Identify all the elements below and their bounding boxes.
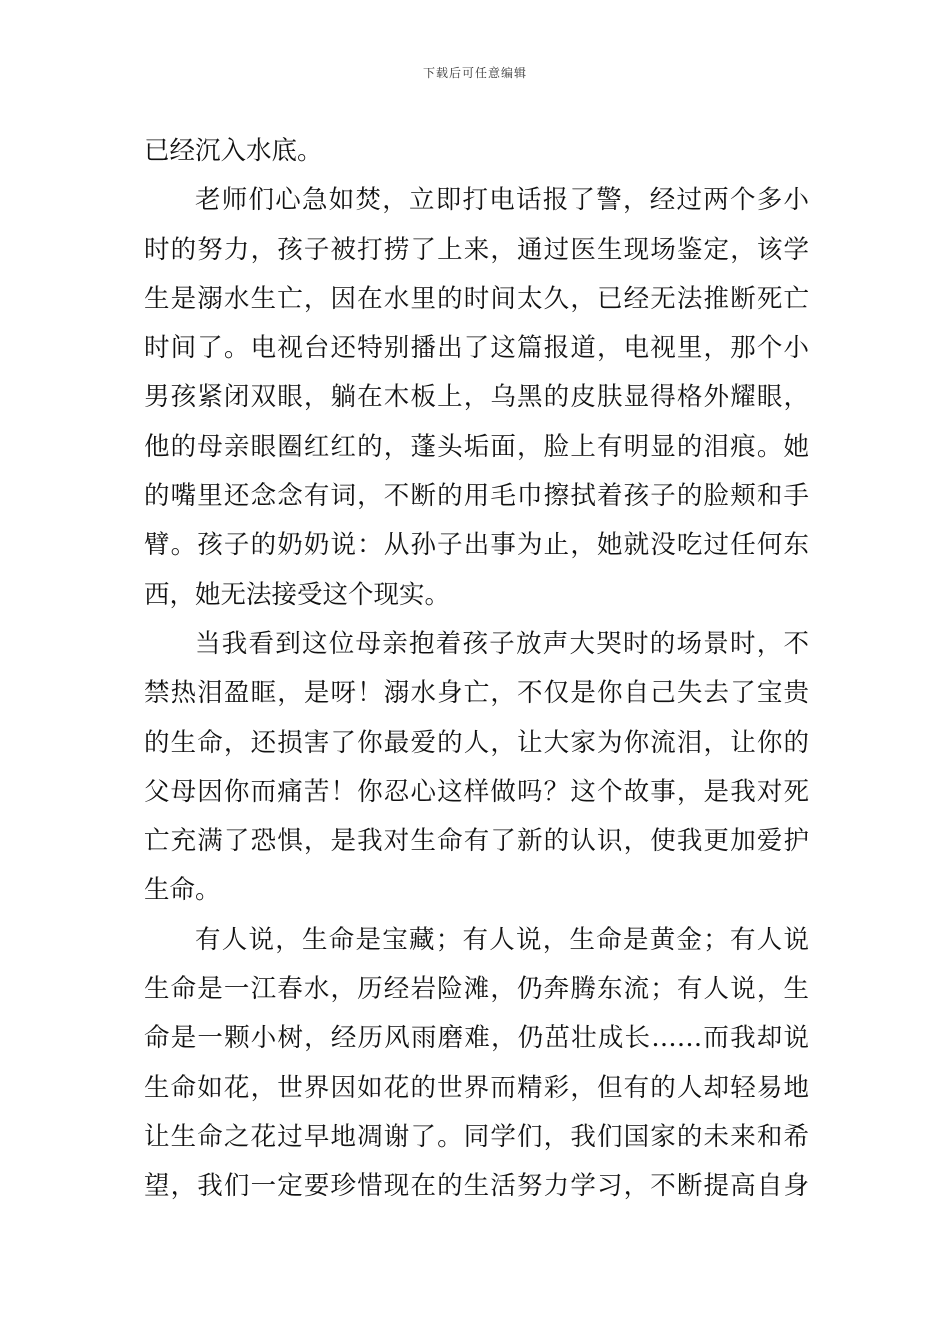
text-line: 老师们心急如焚，立即打电话报了警，经过两个多小 <box>195 185 809 216</box>
text-line: 他的母亲眼圈红红的，蓬头垢面，脸上有明显的泪痕。她 <box>144 431 809 462</box>
text-line: 生命是一江春水，历经岩险滩，仍奔腾东流；有人说，生 <box>144 974 809 1005</box>
text-line: 让生命之花过早地凋谢了。同学们，我们国家的未来和希 <box>144 1121 809 1152</box>
text-line: 禁热泪盈眶，是呀！溺水身亡，不仅是你自己失去了宝贵 <box>144 678 809 709</box>
text-line: 男孩紧闭双眼，躺在木板上，乌黑的皮肤显得格外耀眼， <box>144 382 809 413</box>
text-line: 已经沉入水底。 <box>144 136 323 166</box>
text-line: 西，她无法接受这个现实。 <box>144 579 451 610</box>
text-line: 臂。孩子的奶奶说：从孙子出事为止，她就没吃过任何东 <box>144 530 809 561</box>
text-line: 的生命，还损害了你最爱的人，让大家为你流泪，让你的 <box>144 727 809 758</box>
page-header: 下载后可任意编辑 <box>422 66 527 80</box>
text-line: 生是溺水生亡，因在水里的时间太久，已经无法推断死亡 <box>144 283 809 314</box>
text-line: 亡充满了恐惧，是我对生命有了新的认识，使我更加爱护 <box>144 826 809 857</box>
text-line: 有人说，生命是宝藏；有人说，生命是黄金；有人说 <box>195 924 809 955</box>
text-line: 时间了。电视台还特别播出了这篇报道，电视里，那个小 <box>144 333 809 364</box>
text-line: 父母因你而痛苦！你忍心这样做吗？这个故事，是我对死 <box>144 776 809 807</box>
text-line: 命是一颗小树，经历风雨磨难，仍茁壮成长……而我却说 <box>144 1023 809 1054</box>
text-line: 望，我们一定要珍惜现在的生活努力学习，不断提高自身 <box>144 1171 809 1202</box>
text-line: 当我看到这位母亲抱着孩子放声大哭时的场景时，不 <box>195 628 809 659</box>
text-line: 生命如花，世界因如花的世界而精彩，但有的人却轻易地 <box>144 1072 809 1103</box>
text-line: 的嘴里还念念有词，不断的用毛巾擦拭着孩子的脸颊和手 <box>144 481 809 512</box>
text-line: 时的努力，孩子被打捞了上来，通过医生现场鉴定，该学 <box>144 234 809 265</box>
document-body <box>144 127 809 1212</box>
text-line: 生命。 <box>144 875 221 906</box>
